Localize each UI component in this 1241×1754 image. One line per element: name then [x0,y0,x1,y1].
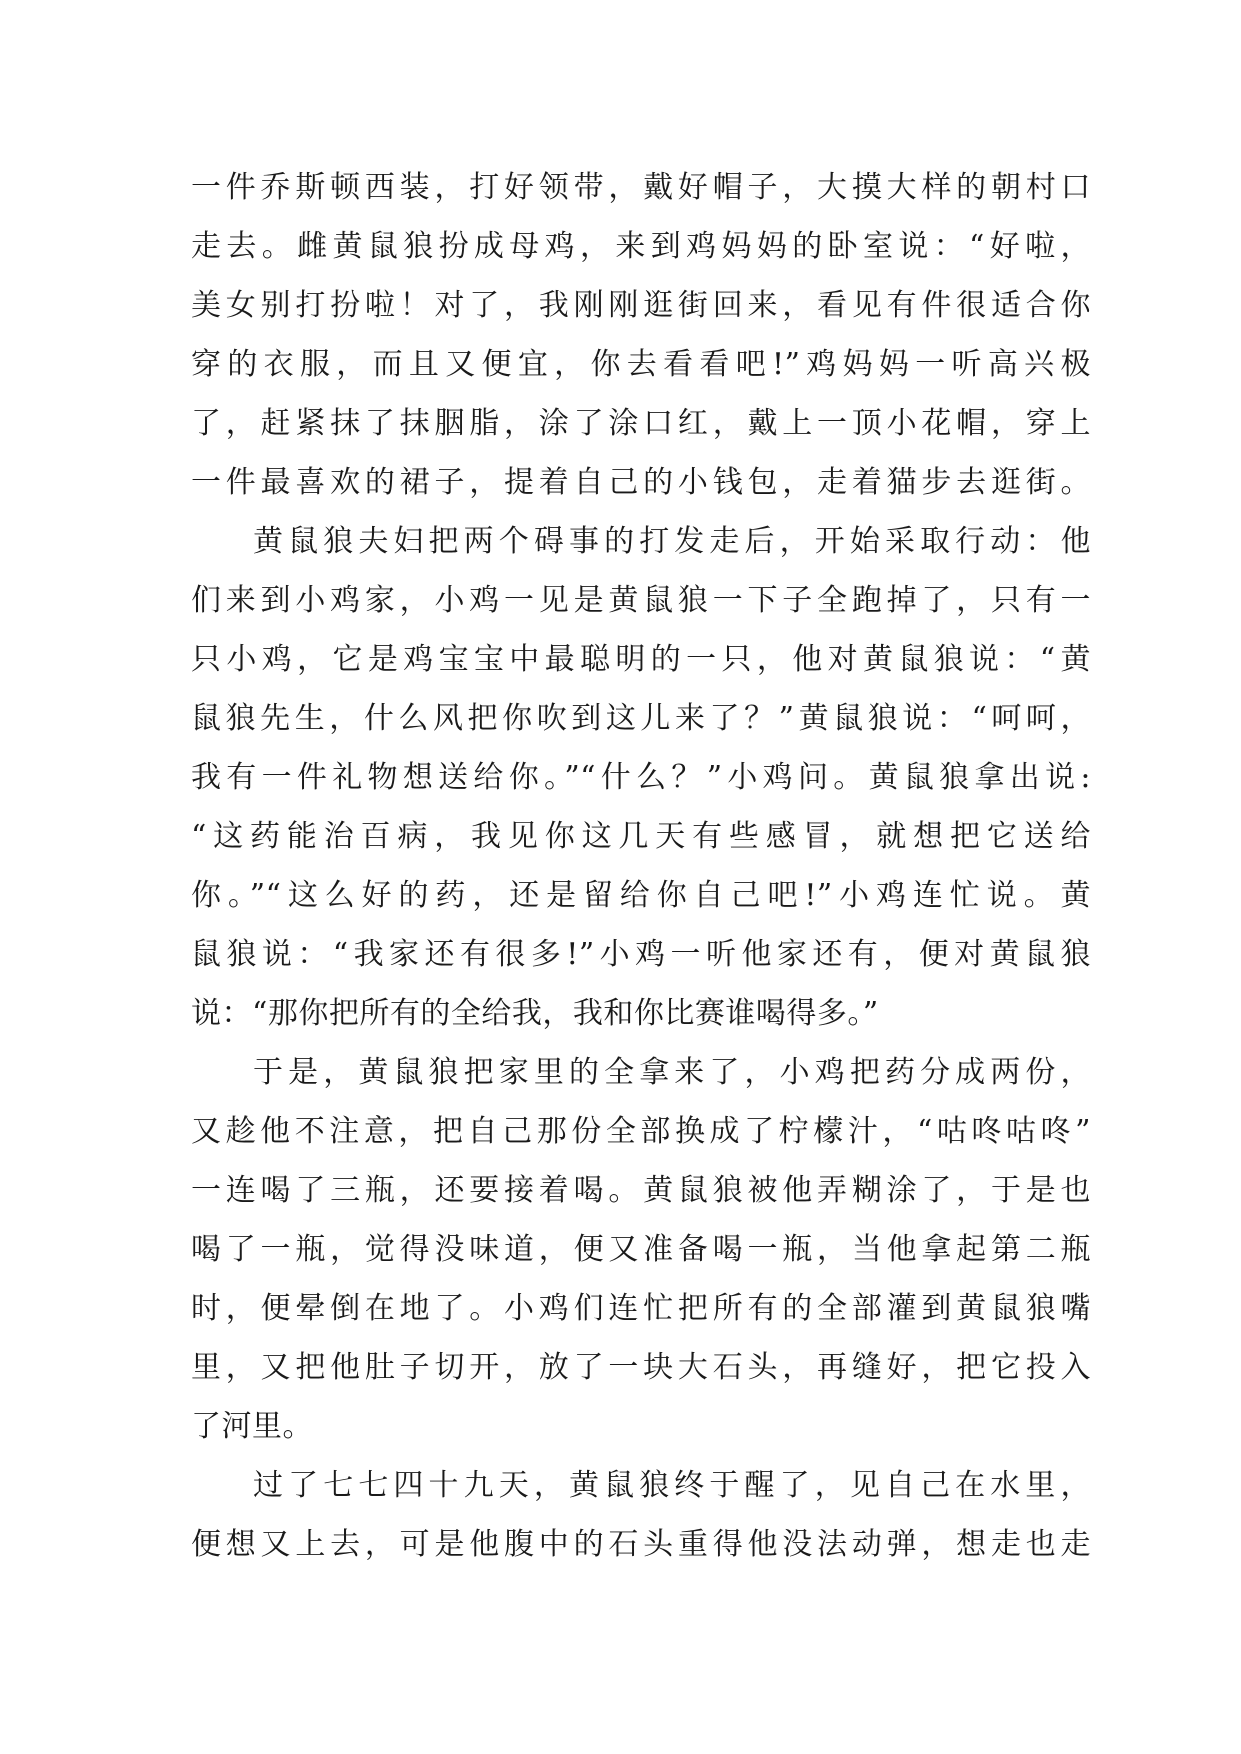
text-line: 美女别打扮啦！对了，我刚刚逛街回来，看见有件很适合你 [191,288,1091,323]
text-line: 喝了一瓶，觉得没味道，便又准备喝一瓶，当他拿起第二瓶 [191,1232,1091,1267]
text-line: 一连喝了三瓶，还要接着喝。黄鼠狼被他弄糊涂了，于是也 [191,1173,1091,1208]
text-line: 里，又把他肚子切开，放了一块大石头，再缝好，把它投入 [191,1350,1091,1385]
text-line: 鼠狼先生，什么风把你吹到这儿来了？”黄鼠狼说：“呵呵， [191,701,1091,736]
text-line: 穿的衣服，而且又便宜，你去看看吧!”鸡妈妈一听高兴极 [191,347,1091,382]
text-line: 于是，黄鼠狼把家里的全拿来了，小鸡把药分成两份， [253,1055,1091,1090]
text-line: 你。”“这么好的药，还是留给你自己吧!”小鸡连忙说。黄 [191,878,1091,913]
text-line: 时，便晕倒在地了。小鸡们连忙把所有的全部灌到黄鼠狼嘴 [191,1291,1091,1326]
text-line: 只小鸡，它是鸡宝宝中最聪明的一只，他对黄鼠狼说：“黄 [191,642,1091,677]
text-line: 走去。雌黄鼠狼扮成母鸡，来到鸡妈妈的卧室说：“好啦， [191,229,1091,264]
text-line: 便想又上去，可是他腹中的石头重得他没法动弹，想走也走 [191,1527,1091,1562]
text-line: 说：“那你把所有的全给我，我和你比赛谁喝得多。” [191,996,879,1031]
text-line: 一件最喜欢的裙子，提着自己的小钱包，走着猫步去逛街。 [191,465,1091,500]
text-line: 又趁他不注意，把自己那份全部换成了柠檬汁，“咕咚咕咚” [191,1114,1091,1149]
text-line: 一件乔斯顿西装，打好领带，戴好帽子，大摸大样的朝村口 [191,170,1091,205]
text-line: 我有一件礼物想送给你。”“什么？”小鸡问。黄鼠狼拿出说: [191,760,1091,795]
text-line: 了河里。 [191,1409,313,1444]
text-line: 黄鼠狼夫妇把两个碍事的打发走后，开始采取行动：他 [253,524,1091,559]
text-line: 鼠狼说：“我家还有很多!”小鸡一听他家还有，便对黄鼠狼 [191,937,1091,972]
body-text [191,158,1091,1574]
text-line: 过了七七四十九天，黄鼠狼终于醒了，见自己在水里， [253,1468,1091,1503]
text-line: 了，赶紧抹了抹胭脂，涂了涂口红，戴上一顶小花帽，穿上 [191,406,1091,441]
text-line: 们来到小鸡家，小鸡一见是黄鼠狼一下子全跑掉了，只有一 [191,583,1091,618]
text-line: “这药能治百病，我见你这几天有些感冒，就想把它送给 [191,819,1091,854]
